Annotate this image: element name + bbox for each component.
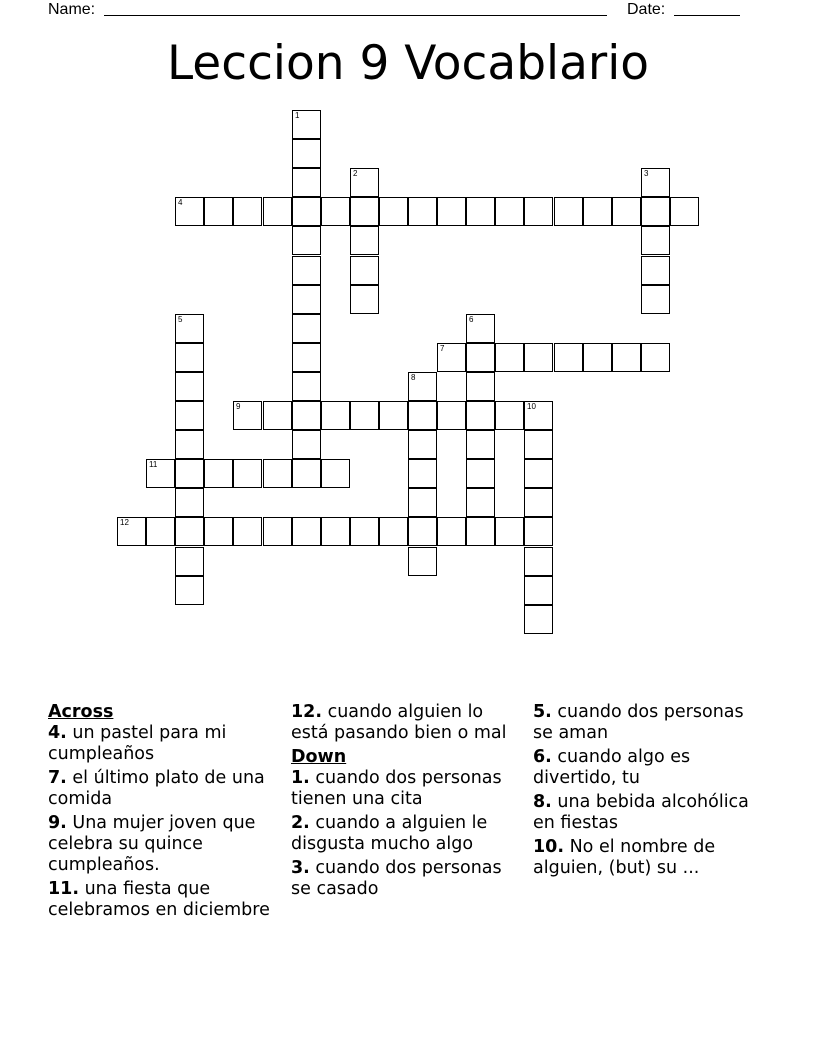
crossword-cell[interactable] [466, 430, 495, 459]
crossword-cell[interactable] [175, 372, 204, 401]
crossword-cell[interactable] [292, 430, 321, 459]
crossword-cell[interactable] [175, 314, 204, 343]
clue-number: 5 [178, 315, 183, 324]
crossword-cell[interactable] [408, 401, 437, 430]
crossword-cell[interactable] [350, 256, 379, 285]
crossword-cell[interactable] [408, 517, 437, 546]
crossword-cell[interactable] [233, 459, 262, 488]
crossword-cell[interactable] [466, 459, 495, 488]
crossword-cell[interactable] [175, 459, 204, 488]
clue-number: 2 [353, 169, 358, 178]
page-title: Leccion 9 Vocablario [166, 36, 650, 91]
crossword-cell[interactable] [175, 576, 204, 605]
crossword-cell[interactable] [554, 197, 583, 226]
clue-number: 12 [120, 518, 129, 527]
crossword-cell[interactable] [292, 110, 321, 139]
crossword-cell[interactable] [583, 343, 612, 372]
clues-column-1 [48, 702, 273, 924]
crossword-cell[interactable] [263, 517, 292, 546]
crossword-cell[interactable] [292, 343, 321, 372]
crossword-cell[interactable] [350, 197, 379, 226]
crossword-cell[interactable] [524, 547, 553, 576]
name-label: Name: [48, 1, 96, 18]
clue-number: 7 [440, 344, 445, 353]
crossword-cell[interactable] [641, 285, 670, 314]
crossword-cell[interactable] [292, 139, 321, 168]
crossword-cell[interactable] [408, 488, 437, 517]
crossword-cell[interactable] [146, 517, 175, 546]
crossword-cell[interactable] [408, 197, 437, 226]
crossword-cell[interactable] [495, 401, 524, 430]
crossword-cell[interactable] [233, 517, 262, 546]
clues-column-3 [533, 702, 763, 882]
crossword-cell[interactable] [583, 197, 612, 226]
crossword-cell[interactable] [641, 226, 670, 255]
crossword-cell[interactable] [641, 168, 670, 197]
crossword-cell[interactable] [175, 517, 204, 546]
clue-down-6: 6. cuando algo es divertido, tu [533, 747, 691, 788]
clue-number: 11 [149, 460, 158, 469]
crossword-cell[interactable] [524, 430, 553, 459]
crossword-cell[interactable] [379, 517, 408, 546]
crossword-cell[interactable] [641, 256, 670, 285]
clue-number: 9 [236, 402, 241, 411]
crossword-cell[interactable] [146, 459, 175, 488]
crossword-cell[interactable] [495, 197, 524, 226]
crossword-cell[interactable] [379, 197, 408, 226]
crossword-cell[interactable] [437, 401, 466, 430]
crossword-cell[interactable] [263, 459, 292, 488]
crossword-cell[interactable] [350, 517, 379, 546]
crossword-cell[interactable] [292, 256, 321, 285]
crossword-cell[interactable] [408, 547, 437, 576]
crossword-cell[interactable] [175, 343, 204, 372]
crossword-cell[interactable] [524, 517, 553, 546]
crossword-cell[interactable] [670, 197, 699, 226]
crossword-cell[interactable] [641, 197, 670, 226]
crossword-cell[interactable] [379, 401, 408, 430]
crossword-cell[interactable] [292, 459, 321, 488]
crossword-cell[interactable] [408, 430, 437, 459]
crossword-cell[interactable] [612, 197, 641, 226]
crossword-cell[interactable] [175, 430, 204, 459]
crossword-cell[interactable] [466, 314, 495, 343]
clue-across-12: 12. cuando alguien lo está pasando bien o mal [291, 702, 507, 743]
crossword-cell[interactable] [350, 285, 379, 314]
clue-number: 10 [527, 402, 536, 411]
crossword-cell[interactable] [263, 401, 292, 430]
crossword-cell[interactable] [495, 517, 524, 546]
crossword-cell[interactable] [524, 197, 553, 226]
clue-across-11: 11. una fiesta que celebramos en diciembre [48, 879, 270, 920]
crossword-cell[interactable] [292, 517, 321, 546]
crossword-cell[interactable] [292, 372, 321, 401]
date-label: Date: [627, 1, 666, 18]
clue-down-5: 5. cuando dos personas se aman [533, 702, 744, 743]
crossword-cell[interactable] [175, 197, 204, 226]
crossword-cell[interactable] [408, 459, 437, 488]
crossword-cell[interactable] [466, 343, 495, 372]
clue-down-3: 3. cuando dos personas se casado [291, 858, 502, 899]
crossword-cell[interactable] [350, 226, 379, 255]
clue-across-7: 7. el último plato de una comida [48, 768, 265, 809]
crossword-cell[interactable] [350, 401, 379, 430]
crossword-cell[interactable] [437, 343, 466, 372]
crossword-cell[interactable] [321, 401, 350, 430]
crossword-cell[interactable] [117, 517, 146, 546]
clue-down-2: 2. cuando a alguien le disgusta mucho algo [291, 813, 488, 854]
down-heading: Down [291, 747, 347, 767]
crossword-cell[interactable] [175, 488, 204, 517]
crossword-cell[interactable] [233, 197, 262, 226]
crossword-cell[interactable] [554, 343, 583, 372]
clue-number: 4 [178, 198, 183, 207]
crossword-cell[interactable] [204, 459, 233, 488]
crossword-cell[interactable] [292, 197, 321, 226]
crossword-cell[interactable] [292, 314, 321, 343]
clue-number: 8 [411, 373, 416, 382]
crossword-cell[interactable] [204, 517, 233, 546]
crossword-cell[interactable] [466, 197, 495, 226]
crossword-cell[interactable] [524, 605, 553, 634]
crossword-cell[interactable] [524, 401, 553, 430]
clue-across-4: 4. un pastel para mi cumpleaños [48, 723, 227, 764]
crossword-cell[interactable] [292, 226, 321, 255]
crossword-cell[interactable] [408, 372, 437, 401]
crossword-cell[interactable] [321, 459, 350, 488]
clue-number: 1 [295, 111, 300, 120]
crossword-cell[interactable] [175, 401, 204, 430]
crossword-cell[interactable] [466, 401, 495, 430]
clue-across-9: 9. Una mujer joven que celebra su quince cumpleaños. [48, 813, 256, 875]
crossword-cell[interactable] [204, 197, 233, 226]
crossword-cell[interactable] [466, 488, 495, 517]
clue-down-1: 1. cuando dos personas tienen una cita [291, 768, 502, 809]
crossword-cell[interactable] [524, 343, 553, 372]
crossword-cell[interactable] [612, 343, 641, 372]
crossword-cell[interactable] [495, 343, 524, 372]
crossword-cell[interactable] [524, 488, 553, 517]
crossword-cell[interactable] [233, 401, 262, 430]
clue-down-8: 8. una bebida alcohólica en fiestas [533, 792, 749, 833]
crossword-cell[interactable] [437, 517, 466, 546]
crossword-cell[interactable] [466, 372, 495, 401]
crossword-cell[interactable] [175, 547, 204, 576]
clues-column-2 [291, 702, 521, 903]
across-heading: Across [48, 702, 114, 722]
crossword-cell[interactable] [321, 197, 350, 226]
crossword-cell[interactable] [641, 343, 670, 372]
crossword-cell[interactable] [437, 197, 466, 226]
crossword-cell[interactable] [263, 197, 292, 226]
clue-number: 3 [644, 169, 649, 178]
crossword-cell[interactable] [524, 459, 553, 488]
crossword-cell[interactable] [466, 517, 495, 546]
crossword-cell[interactable] [292, 168, 321, 197]
clue-number: 6 [469, 315, 474, 324]
crossword-cell[interactable] [321, 517, 350, 546]
crossword-cell[interactable] [292, 401, 321, 430]
clue-down-10: 10. No el nombre de alguien, (but) su ... [533, 837, 716, 878]
crossword-cell[interactable] [524, 576, 553, 605]
crossword-cell[interactable] [292, 285, 321, 314]
crossword-cell[interactable] [350, 168, 379, 197]
